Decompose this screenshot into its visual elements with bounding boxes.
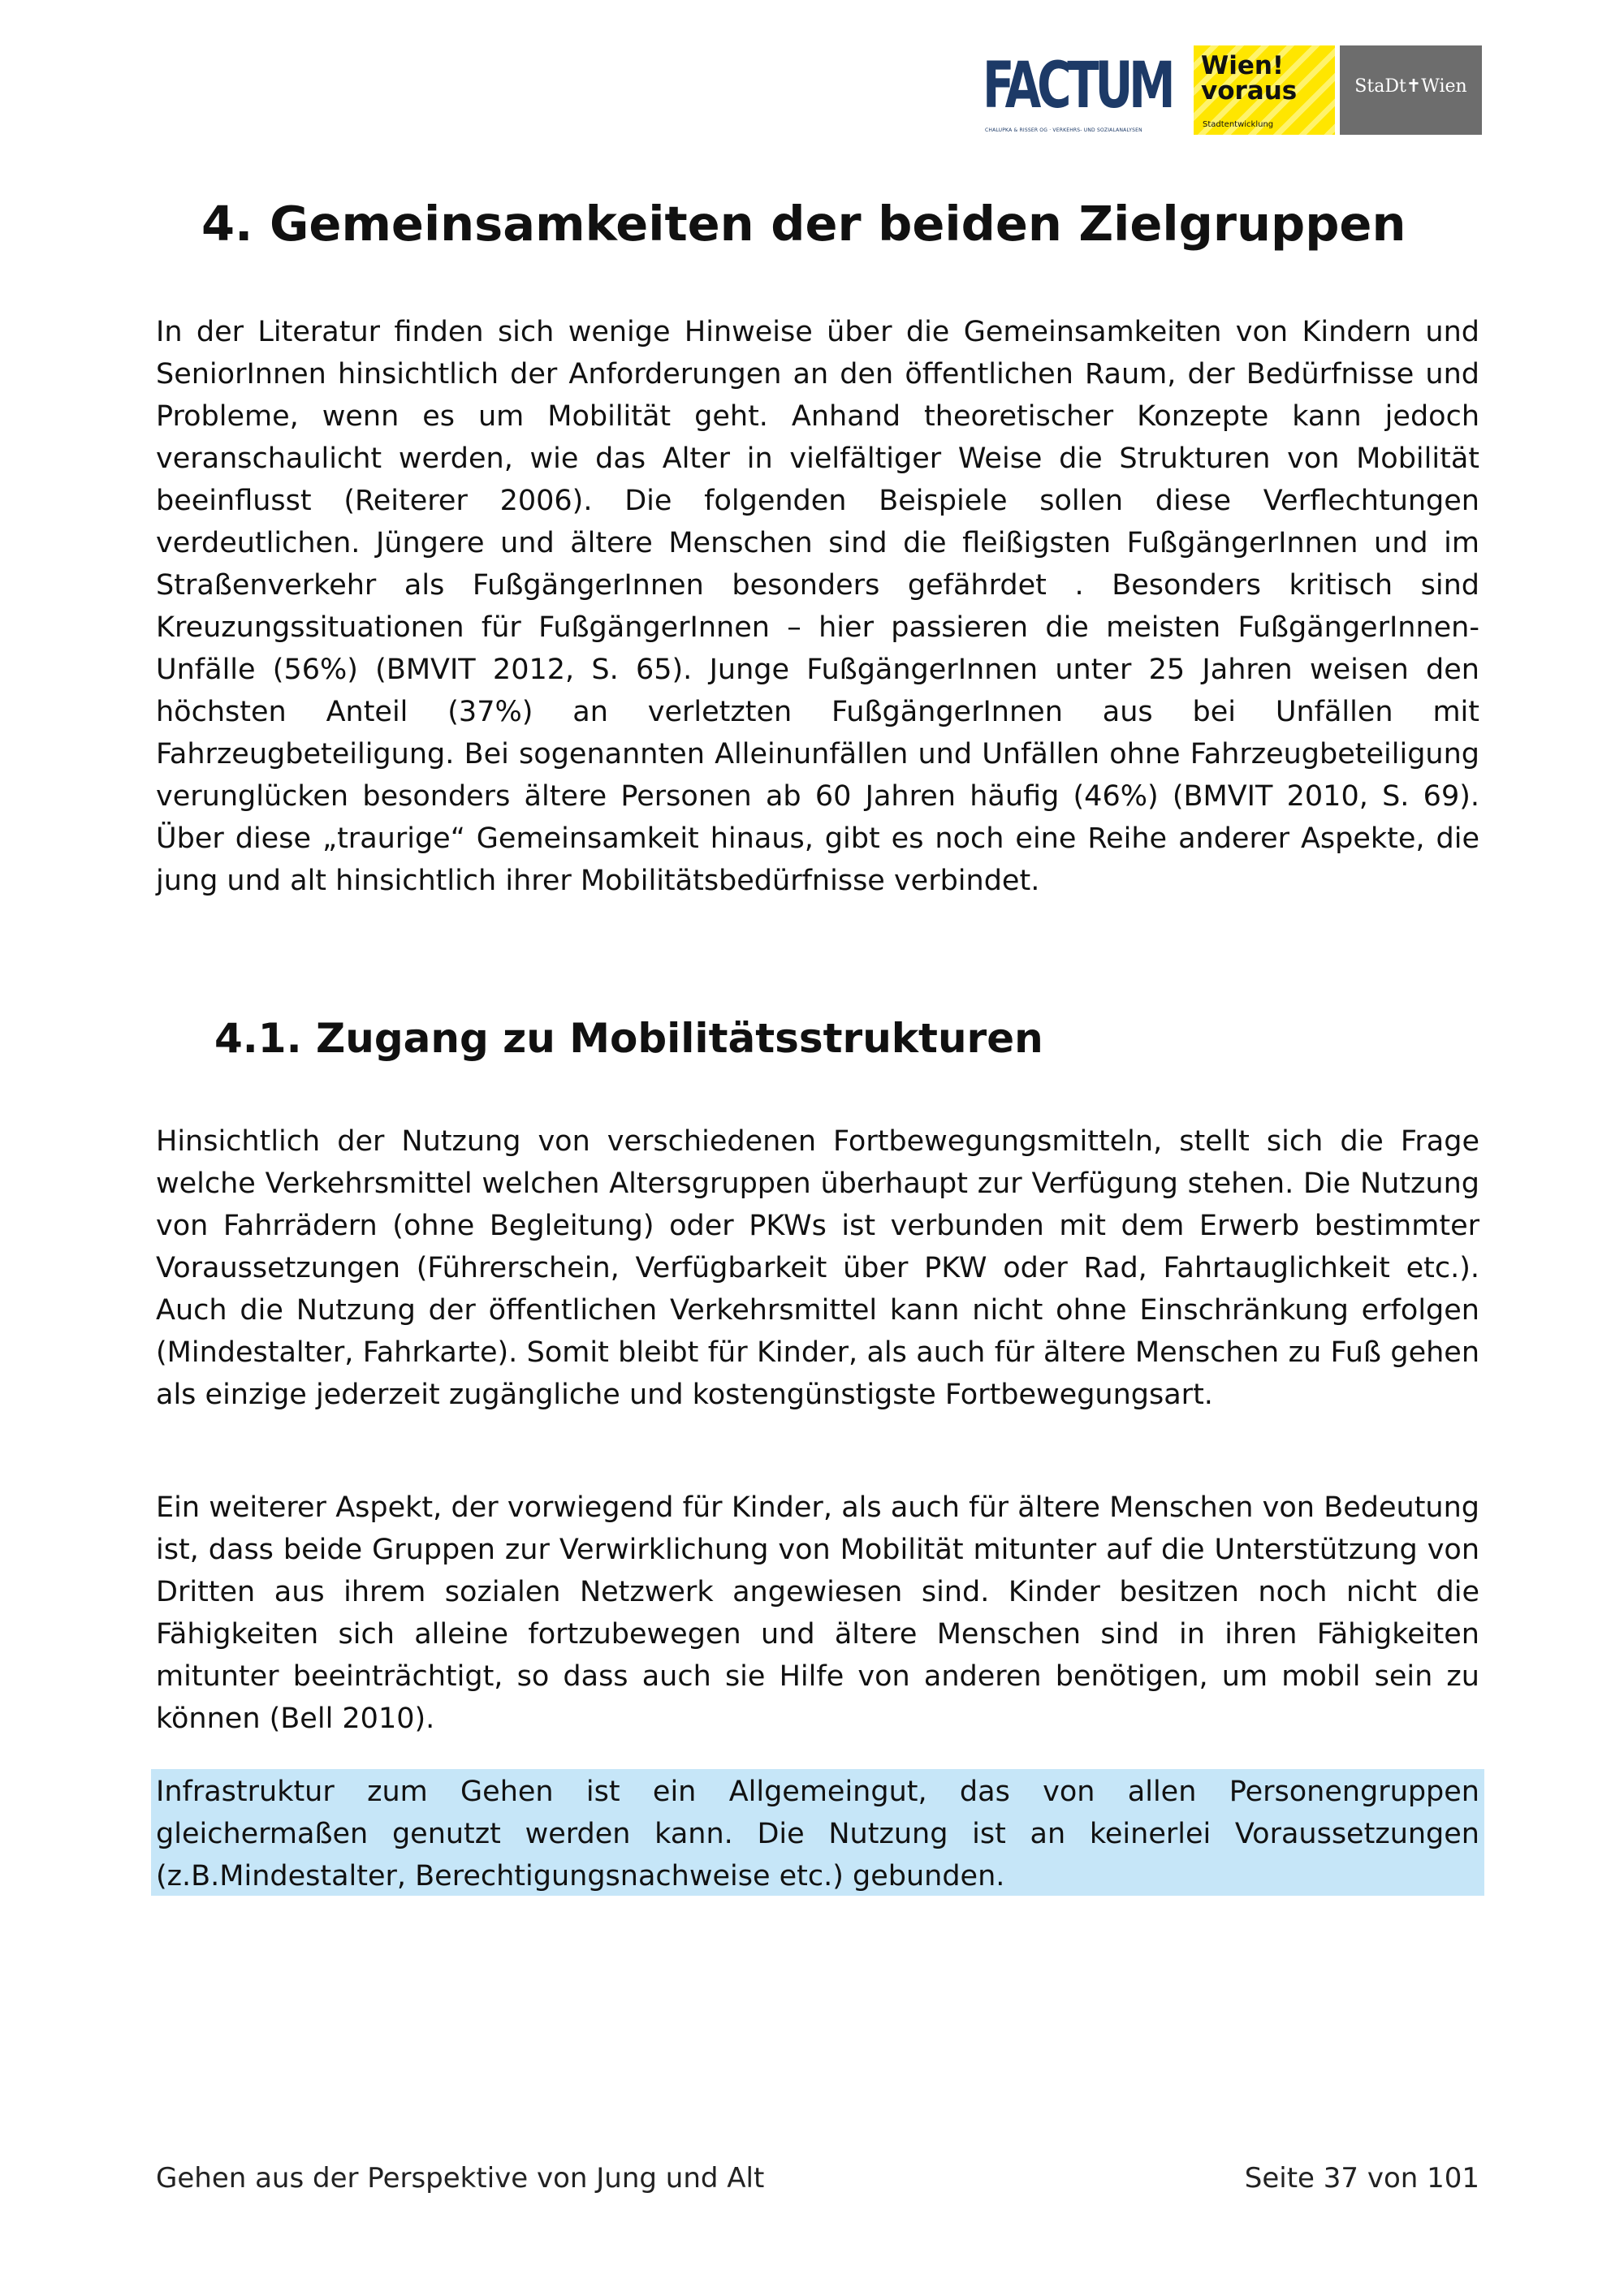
subsection-paragraph-1: Hinsichtlich der Nutzung von verschiedenen Fortbewegungsmitteln, stellt sich die Frage welche Verkehrsmittel welchen Altersgruppen überhaupt zur Verfügung stehen. Die Nutzung von Fahrrädern (ohne Begleitung) oder PKWs ist verbunden mit dem Erwerb bestimmter Voraussetzungen (Führerschein, Verfügbarkeit über PKW oder Rad, Fahrtauglichkeit etc.). Auch die Nutzung der öffentlichen Verkehrsmittel kann nicht ohne Einschränkung erfolgen (Mindestalter, Fahrkarte). Somit bleibt für Kinder, als auch für ältere Menschen zu Fuß gehen als einzige jederzeit zugängliche und kostengünstigste Fortbewegungsart.: [156, 1125, 1479, 1411]
wien-voraus-logo-title: Wien! voraus: [1201, 51, 1298, 106]
footer-document-title: Gehen aus der Perspektive von Jung und Alt: [156, 2162, 765, 2195]
wien-voraus-logo: [1194, 45, 1335, 135]
subsection-paragraph-2: Ein weiterer Aspekt, der vorwiegend für Kinder, als auch für ältere Menschen von Bedeutung ist, dass beide Gruppen zur Verwirklichung von Mobilität mitunter auf die Unterstützung von Dritten aus ihrem sozialen Netzwerk angewiesen sind. Kinder besitzen noch nicht die Fähigkeiten sich alleine fortzubewegen und ältere Menschen sind in ihren Fähigkeiten mitunter beeinträchtigt, so dass auch sie Hilfe von anderen benötigen, um mobil sein zu können (Bell 2010).: [156, 1491, 1479, 1735]
factum-logo: [983, 47, 1172, 138]
section-heading: 4. Gemeinsamkeiten der beiden Zielgruppen: [201, 196, 1406, 252]
wien-voraus-logo-subtitle: Stadtentwicklung: [1203, 120, 1274, 129]
factum-logo-subtitle: CHALUPKA & RISSER OG · VERKEHRS- UND SOZIALANALYSEN: [985, 127, 1142, 133]
factum-logo-wordmark: FACTUM: [983, 50, 1172, 123]
highlighted-paragraph: Infrastruktur zum Gehen ist ein Allgemeingut, das von allen Personengruppen gleichermaßen genutzt werden kann. Die Nutzung ist an keinerlei Voraussetzungen (z.B.Mindestalter, Berechtigungsnachweise etc.) gebunden.: [156, 1776, 1479, 1892]
stadt-wien-logo: [1340, 45, 1482, 135]
footer-page-number: Seite 37 von 101: [1244, 2162, 1479, 2195]
subsection-heading: 4.1. Zugang zu Mobilitätsstrukturen: [214, 1015, 1043, 1062]
header-logos: [983, 44, 1482, 138]
section-intro-paragraph: In der Literatur finden sich wenige Hinweise über die Gemeinsamkeiten von Kindern und SeniorInnen hinsichtlich der Anforderungen an den öffentlichen Raum, der Bedürfnisse und Probleme, wenn es um Mobilität geht. Anhand theoretischer Konzepte kann jedoch veranschaulicht werden, wie das Alter in vielfältiger Weise die Strukturen von Mobilität beeinflusst (Reiterer 2006). Die folgenden Beispiele sollen diese Verflechtungen verdeutlichen. Jüngere und ältere Menschen sind die fleißigsten FußgängerInnen und im Straßenverkehr als FußgängerInnen besonders gefährdet . Besonders kritisch sind Kreuzungssituationen für FußgängerInnen – hier passieren die meisten FußgängerInnen-Unfälle (56%) (BMVIT 2012, S. 65). Junge FußgängerInnen unter 25 Jahren weisen den höchsten Anteil (37%) an verletzten FußgängerInnen aus bei Unfällen mit Fahrzeugbeteiligung. Bei sogenannten Alleinunfällen und Unfällen ohne Fahrzeugbeteiligung verunglücken besonders ältere Personen ab 60 Jahren häufig (46%) (BMVIT 2010, S. 69). Über diese „traurige“ Gemeinsamkeit hinaus, gibt es noch eine Reihe anderer Aspekte, die jung und alt hinsichtlich ihrer Mobilitätsbedürfnisse verbindet.: [156, 316, 1479, 897]
stadt-wien-logo-wordmark: StaDt✝Wien: [1354, 76, 1467, 97]
